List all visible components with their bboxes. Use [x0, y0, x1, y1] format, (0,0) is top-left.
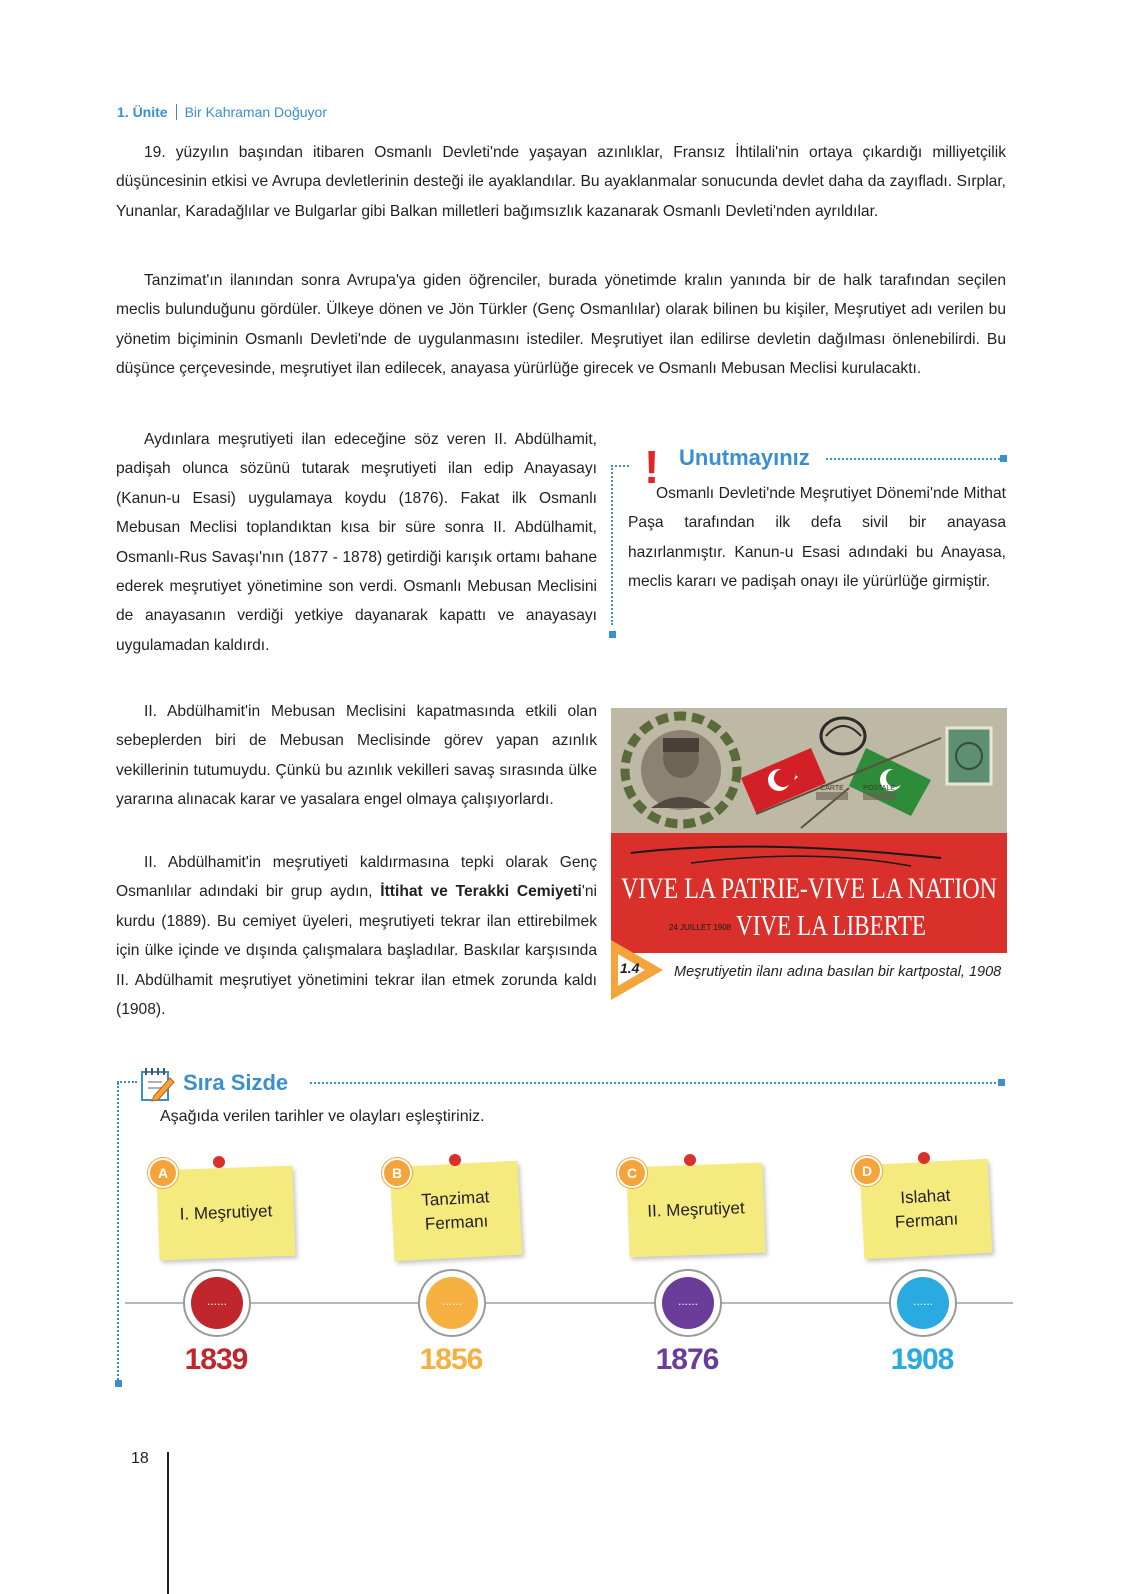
timeline-node-1876[interactable]: [654, 1269, 722, 1337]
year-1908: 1908: [890, 1343, 954, 1376]
reminder-title-square: [1000, 455, 1007, 462]
timeline-node-1908[interactable]: [889, 1269, 957, 1337]
page-number: 18: [131, 1450, 149, 1467]
paragraph-5: [116, 848, 597, 1024]
unit-header: [117, 104, 327, 120]
exclamation-icon: !: [644, 441, 660, 493]
badge-d: D: [852, 1156, 882, 1186]
reminder-title: Unutmayınız: [679, 445, 810, 470]
postcard-illustration: [611, 708, 1007, 953]
reminder-border-top: [611, 465, 629, 467]
reminder-border-left: [611, 465, 613, 625]
figure-caption: Meşrutiyetin ilanı adına basılan bir kartpostal, 1908: [674, 964, 1002, 980]
paragraph-5-start: II. Abdülhamit'in meşrutiyeti kaldırmasına tepki olarak Genç Osmanlılar adındaki bir grup aydın,: [116, 854, 597, 901]
postcard-image: [611, 708, 1007, 953]
event-card-c-text: II. Meşrutiyet: [647, 1198, 745, 1221]
activity-title-square: [998, 1079, 1005, 1086]
unit-number: 1. Ünite: [117, 104, 168, 120]
answer-blank: ......: [662, 1277, 714, 1329]
pin-icon: [213, 1156, 225, 1168]
answer-blank: ......: [191, 1277, 243, 1329]
pin-icon: [449, 1154, 461, 1166]
activity-border-left: [117, 1083, 119, 1383]
event-card-a-text: I. Meşrutiyet: [179, 1201, 273, 1224]
badge-c: C: [617, 1158, 647, 1188]
event-card-a[interactable]: [156, 1166, 295, 1261]
notepad-pencil-icon: [140, 1066, 176, 1102]
year-1876: 1876: [655, 1343, 719, 1376]
timeline-line: [125, 1302, 1013, 1304]
activity-corner-square: [115, 1380, 122, 1387]
paragraph-2: Tanzimat'ın ilanından sonra Avrupa'ya giden öğrenciler, burada yönetimde kralın yanında bir de halk tarafından seçilen meclis bulunduğunu gördüler. Ülkeye dönen ve Jön Türkler (Genç Osmanlılar) olarak bilinen bu kişiler, Meşrutiyet adı verilen bu yönetim biçiminin Osmanlı Devleti'nde de uygulanmasını istediler. Meşrutiyet ilan edilirse devletin dağılması önlenebilirdi. Bu düşünce çerçevesinde, meşrutiyet ilan edilecek, anayasa yürürlüğe girecek ve Osmanlı Mebusan Meclisi kurulacaktı.: [116, 272, 1006, 378]
paragraph-5-bold: İttihat ve Terakki Cemiyeti: [380, 883, 582, 901]
activity-title: Sıra Sizde: [183, 1070, 289, 1095]
reminder-corner-square: [609, 631, 616, 638]
pin-icon: [918, 1152, 930, 1164]
page-margin-line: [167, 1452, 169, 1594]
event-card-c[interactable]: [626, 1163, 765, 1258]
banner-line-1: VIVE LA PATRIE-VIVE LA NATION: [621, 872, 997, 905]
activity-instruction: Aşağıda verilen tarihler ve olayları eşleştiriniz.: [160, 1108, 485, 1125]
pin-icon: [684, 1154, 696, 1166]
reminder-text: Osmanlı Devleti'nde Meşrutiyet Dönemi'nde Mithat Paşa tarafından ilk defa sivil bir anayasa hazırlanmıştır. Kanun-u Esasi adındaki bu Anayasa, meclis kararı ve padişah onayı ile yürürlüğe girmiştir.: [628, 485, 1006, 591]
activity-title-line: [310, 1082, 1000, 1084]
badge-b: B: [382, 1158, 412, 1188]
postcard-word-postale: POSTALE: [863, 785, 895, 792]
reminder-box: [611, 441, 1007, 640]
answer-blank: ......: [897, 1277, 949, 1329]
event-card-d-text: Islahat Fermanı: [894, 1185, 959, 1232]
year-1839: 1839: [184, 1343, 248, 1376]
header-divider: [176, 104, 177, 120]
figure-number: 1.4: [620, 960, 640, 976]
postcard-label-left: [816, 792, 848, 800]
answer-blank: ......: [426, 1277, 478, 1329]
unit-title: Bir Kahraman Doğuyor: [184, 104, 327, 120]
reminder-title-line: [826, 458, 1004, 460]
postcard-word-carte: CARTE: [820, 785, 844, 792]
banner-date-stamp: 24 JUILLET 1908: [669, 923, 732, 932]
event-card-b-text: Tanzimat Fermanı: [420, 1187, 490, 1234]
postage-stamp-icon: [947, 728, 991, 784]
paragraph-1: 19. yüzyılın başından itibaren Osmanlı Devleti'nde yaşayan azınlıklar, Fransız İhtilali'nin ortaya çıkardığı milliyetçilik düşüncesinin etkisi ve Avrupa devletlerinin desteği ile ayaklandılar. Bu ayaklanmalar sonucunda devlet daha da zayıfladı. Sırplar, Yunanlar, Karadağlılar ve Bulgarlar gibi Balkan milletleri bağımsızlık kazanarak Osmanlı Devleti'nden ayrıldılar.: [116, 144, 1006, 220]
timeline-node-1856[interactable]: [418, 1269, 486, 1337]
year-1856: 1856: [419, 1343, 483, 1376]
paragraph-5-end: 'ni kurdu (1889). Bu cemiyet üyeleri, meşrutiyeti tekrar ilan ettirebilmek için ülke içinde ve dışında çalışmalara başladılar. Baskılar karşısında II. Abdülhamit meşrutiyet yönetimini tekrar ilan etmek zorunda kaldı (1908).: [116, 883, 597, 1019]
banner-line-2: VIVE LA LIBERTE: [736, 911, 926, 942]
postcard-label-right: [863, 792, 895, 800]
timeline-node-1839[interactable]: [183, 1269, 251, 1337]
badge-a: A: [148, 1158, 178, 1188]
activity-border-top: [117, 1081, 137, 1083]
paragraph-4: II. Abdülhamit'in Mebusan Meclisini kapatmasında etkili olan sebeplerden biri de Mebusan Meclisinde görev yapan azınlık vekillerinin tutumuydu. Çünkü bu azınlık vekilleri savaş sırasında ülke yararına alınacak karar ve yasalara engel olmaya çalışıyorlardı.: [116, 703, 597, 809]
paragraph-3: Aydınlara meşrutiyeti ilan edeceğine söz veren II. Abdülhamit, padişah olunca sözünü tutarak meşrutiyeti ilan edip Anayasayı (Kanun-u Esasi) uygulamaya koydu (1876). Fakat ilk Osmanlı Mebusan Meclisi toplandıktan kısa bir süre sonra II. Abdülhamit, Osmanlı-Rus Savaşı'nın (1877 - 1878) getirdiği karışık ortamı bahane ederek meşrutiyet yönetimine son verdi. Osmanlı Mebusan Meclisini de anayasanın verdiği yetkiye dayanarak kapattı ve anayasayı uygulamadan kaldırdı.: [116, 431, 597, 654]
